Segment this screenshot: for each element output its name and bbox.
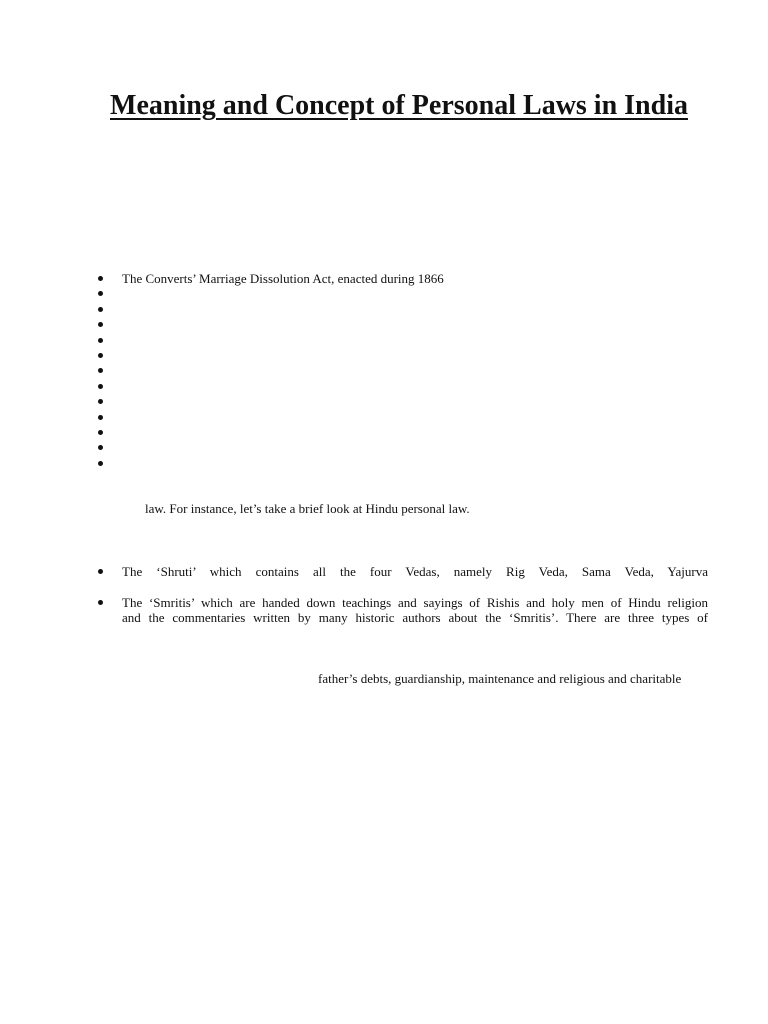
bullet-icon: [98, 445, 103, 450]
list-item-text: The Converts’ Marriage Dissolution Act, enacted during 1866: [122, 271, 444, 286]
list-item: [98, 394, 708, 409]
bullet-icon: [98, 461, 103, 466]
document-title: Meaning and Concept of Personal Laws in India: [110, 90, 688, 121]
list-item-text: The ‘Shruti’ which contains all the four Vedas, namely Rig Veda, Sama Veda, Yajurva: [122, 564, 708, 579]
bullet-icon: [98, 322, 103, 327]
list-item: [98, 564, 708, 580]
list-item: [98, 348, 708, 363]
bullet-icon: [98, 430, 103, 435]
list-item: [98, 595, 708, 626]
paragraph-hindu-law: law. For instance, let’s take a brief look at Hindu personal law.: [145, 501, 470, 516]
list-item-text-line: and the commentaries written by many historic authors about the ‘Smritis’. There are three types of: [122, 610, 708, 625]
list-item-text-line: The ‘Smritis’ which are handed down teachings and sayings of Rishis and holy men of Hindu religion: [122, 594, 708, 610]
bullet-icon: [98, 600, 103, 605]
bullet-icon: [98, 291, 103, 296]
text-fragment: father’s debts, guardianship, maintenance and religious and charitable: [318, 671, 682, 686]
bullet-icon: [98, 338, 103, 343]
bullet-list-acts: [98, 271, 708, 471]
list-item: [98, 425, 708, 440]
list-item: [98, 440, 708, 455]
bullet-icon: [98, 399, 103, 404]
list-item: [98, 363, 708, 378]
list-item: [98, 317, 708, 332]
list-item: [98, 379, 708, 394]
bullet-icon: [98, 368, 103, 373]
list-item: [98, 333, 708, 348]
bullet-icon: [98, 353, 103, 358]
bullet-icon: [98, 415, 103, 420]
list-item: [98, 271, 708, 286]
bullet-list-sources: [98, 564, 708, 641]
bullet-icon: [98, 569, 103, 574]
list-item: [98, 410, 708, 425]
bullet-icon: [98, 307, 103, 312]
list-item: [98, 286, 708, 301]
list-item: [98, 302, 708, 317]
bullet-icon: [98, 276, 103, 281]
bullet-icon: [98, 384, 103, 389]
list-item: [98, 456, 708, 471]
